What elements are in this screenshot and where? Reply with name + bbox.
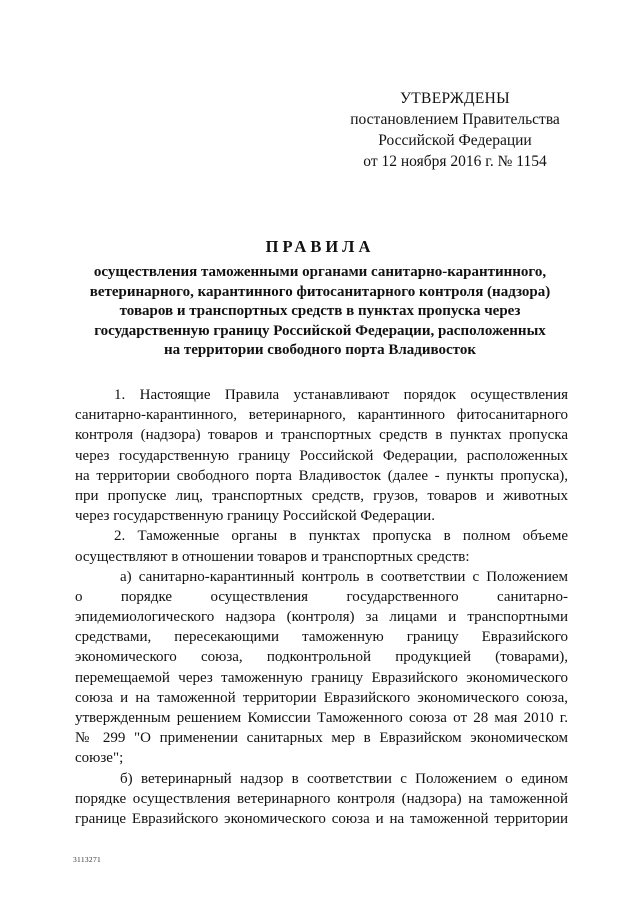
paragraph-2b (75, 769, 568, 830)
text-line: санитарно-карантинного, ветеринарного, карантинного фитосанитарного (75, 407, 568, 424)
text-line: порядке осуществления ветеринарного контроля (надзора) на таможенной (75, 790, 568, 807)
subtitle-line: осуществления таможенными органами санитарно-карантинного, (93, 264, 547, 280)
text-line: осуществляют в отношении товаров и транспортных средств: (75, 548, 470, 565)
text-line: через государственную границу Российской Федерации, расположенных (75, 447, 568, 464)
text-line: эпидемиологического надзора (контроля) за лицами и транспортными (75, 609, 568, 626)
text-line: союза и на таможенной территории Евразийского экономического союза, (75, 689, 568, 706)
text-line: при пропуске лиц, транспортных средств, грузов, товаров и животных (75, 487, 568, 504)
paragraph-1 (75, 385, 568, 526)
approval-line: Российской Федерации (378, 132, 532, 149)
subtitle-line: ветеринарного, карантинного фитосанитарного контроля (надзора) (89, 283, 551, 300)
subtitle-line: товаров и транспортных средств в пунктах пропуска через (119, 303, 521, 319)
text-line: на территории свободного порта Владивосток (далее - пункты пропуска), (75, 467, 568, 484)
document-code: 3113271 (73, 855, 102, 864)
text-line: границе Евразийского экономического союза и на таможенной территории (75, 810, 568, 827)
text-line: 1. Настоящие Правила устанавливают порядок осуществления (114, 387, 568, 403)
approval-line: постановлением Правительства (350, 111, 560, 128)
document-title: ПРАВИЛА (265, 237, 375, 256)
text-line: № 299 "О применении санитарных мер в Евразийском экономическом (75, 730, 568, 747)
text-line: экономического союза, подконтрольной продукцией (товарами), (75, 649, 568, 666)
text-line: контроля (надзора) товаров и транспортных средств в пунктах пропуска (75, 427, 568, 444)
approval-stamp (340, 88, 570, 172)
text-line: 2. Таможенные органы в пунктах пропуска в полном объеме (114, 528, 568, 545)
text-line: о порядке осуществления государственного санитарно- (75, 588, 568, 605)
document-body (75, 385, 568, 829)
approval-date-number: от 12 ноября 2016 г. № 1154 (363, 153, 547, 170)
text-line: а) санитарно-карантинный контроль в соответствии с Положением (120, 568, 568, 585)
paragraph-2a (75, 567, 568, 769)
subtitle-line: государственную границу Российской Федерации, расположенных (94, 322, 546, 339)
text-line: б) ветеринарный надзор в соответствии с Положением о едином (120, 770, 568, 787)
document-subtitle (60, 263, 580, 361)
subtitle-line: на территории свободного порта Владивосток (164, 342, 476, 358)
paragraph-2 (75, 526, 568, 566)
text-line: перемещаемой через таможенную границу Евразийского экономического (75, 669, 568, 686)
text-line: через государственную границу Российской Федерации. (75, 508, 435, 525)
approval-title: УТВЕРЖДЕНЫ (400, 90, 510, 107)
text-line: средствами, пересекающими таможенную границу Евразийского (75, 629, 568, 646)
text-line: утвержденным решением Комиссии Таможенного союза от 28 мая 2010 г. (75, 710, 568, 726)
text-line: союзе"; (75, 750, 124, 767)
